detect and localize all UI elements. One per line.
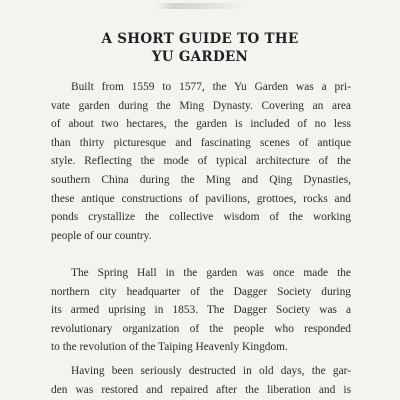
paragraph-1-line-4: than thirty picturesque and fascinating scenes of antique (51, 136, 351, 149)
paragraph-2-line-5: to the revolution of the Taiping Heavenly Kingdom. (51, 341, 288, 354)
paragraph-1-line-1: Built from 1559 to 1577, the Yu Garden was a pri- (71, 81, 351, 93)
scan-artifact (156, 3, 246, 9)
paragraph-1-line-2: vate garden during the Ming Dynasty. Covering an area (51, 99, 351, 112)
paragraph-1-line-3: of about two hectares, the garden is included of no less (51, 118, 351, 131)
paragraph-2-line-4: revolutionary organization of the people who responded (51, 322, 351, 335)
paragraph-2-line-3: its armed uprising in 1853. The Dagger Society was a (51, 304, 351, 317)
paragraph-2-line-1: The Spring Hall in the garden was once made the (71, 267, 351, 279)
document-title-line-2: YU GARDEN (151, 49, 249, 65)
paragraph-1-line-9: people of our country. (51, 229, 152, 242)
paragraph-3-line-2: den was restored and repaired after the liberation and is (51, 383, 351, 396)
paragraph-2-line-2: northern city headquarter of the Dagger Society during (51, 285, 351, 298)
paragraph-1-line-7: these antique constructions of pavilions, grottoes, rocks and (51, 192, 351, 205)
document-title-line-1: A SHORT GUIDE TO THE (101, 31, 299, 47)
paragraph-3-line-1: Having been seriously destructed in old days, the gar- (71, 365, 351, 377)
paragraph-1-line-6: southern China during the Ming and Qing Dynasties, (51, 174, 351, 186)
paragraph-1-line-8: ponds crystallize the collective wisdom of the working (51, 211, 351, 224)
paragraph-1-line-5: style. Reflecting the mode of typical architecture of the (51, 155, 351, 168)
